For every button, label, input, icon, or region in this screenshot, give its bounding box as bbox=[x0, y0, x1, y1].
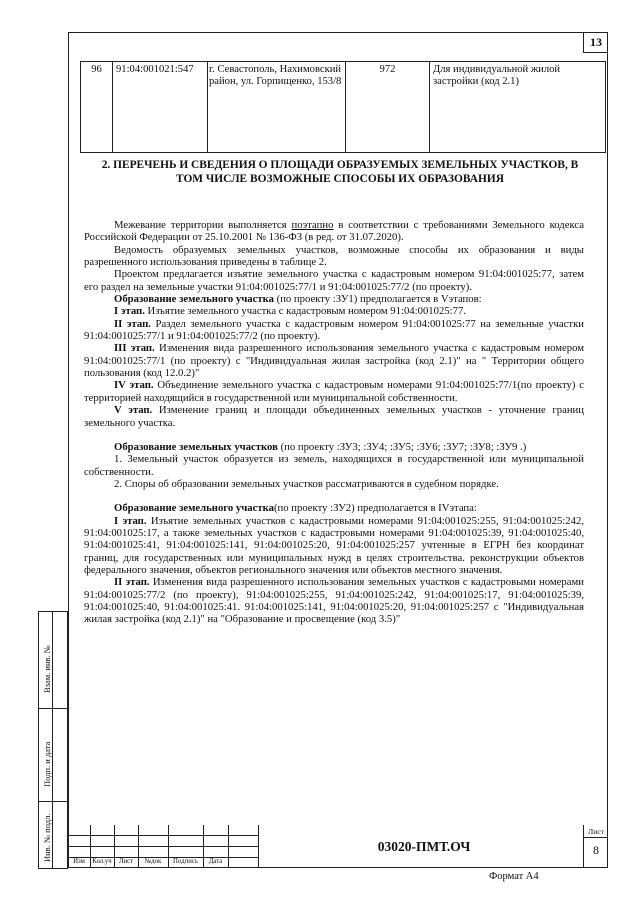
page-number: 13 bbox=[590, 35, 602, 49]
table-row bbox=[81, 62, 606, 153]
list-item: 1. Земельный участок образуется из земель, находящихся в государственной или муниципальной собственности. bbox=[84, 453, 584, 478]
paragraph: Проектом предлагается изъятие земельного участка с кадастровым номером 91:04:001025:77, затем его раздел на земельные участки 91:04:001025:77/1 и 91:04:001025:77/2 (по проекту). bbox=[84, 268, 584, 293]
stage-item: II этап. Изменения вида разрешенного использования земельных участков с кадастровыми номерами 91:04:001025:77/2 (по проекту), 91:04:001025:255, 91:04:001025:242, 91:04:001025:17, 91:04:001025:39, 91:04:001025:40, 91:04:001025:41. 91:04:001025:141, 91:04:001025:20, 91:04:001025:257 с "Индивидуальная жилая застройка (код 2.1)" на "Образование и просвещение (код 3.5)" bbox=[84, 576, 584, 626]
label-vzam: Взам. инв. № bbox=[42, 645, 52, 693]
label-podp: Подп. и дата bbox=[42, 741, 52, 787]
sheet-box bbox=[583, 825, 608, 868]
paragraph: Образование земельных участков (по проекту :ЗУ3; :ЗУ4; :ЗУ5; :ЗУ6; :ЗУ7; :ЗУ8; :ЗУ9 .) bbox=[114, 440, 527, 453]
cell-area: 972 bbox=[346, 62, 430, 153]
paragraph: Ведомость образуемых земельных участков, возможные способы их образования и виды разрешенного использования приведены в таблице 2. bbox=[84, 243, 584, 269]
list-item: 2. Споры об образовании земельных участков рассматриваются в судебном порядке. bbox=[114, 477, 499, 490]
paragraph: Образование земельного участка(по проекту :ЗУ2) предполагается в IVэтапа: bbox=[114, 502, 477, 515]
cadastral-table bbox=[80, 61, 606, 153]
page-number-box bbox=[583, 32, 608, 53]
section-heading: 2. ПЕРЕЧЕНЬ И СВЕДЕНИЯ О ПЛОЩАДИ ОБРАЗУЕМЫХ ЗЕМЕЛЬНЫХ УЧАСТКОВ, В ТОМ ЧИСЛЕ ВОЗМОЖНЫЕ СПОСОБЫ ИХ ОБРАЗОВАНИЯ bbox=[101, 159, 579, 185]
stage-item: II этап. Раздел земельного участка с кадастровым номером 91:04:001025:77 на земельные участки 91:04:001025:77/1 и 91:04:001025:77/2 (по проекту). bbox=[84, 317, 584, 343]
col-ndok: №док bbox=[144, 858, 162, 865]
title-block bbox=[68, 825, 608, 868]
stage-item: III этап. Изменения вида разрешенного использования земельного участка с кадастровым номером 91:04:001025:77/1 (по проекту) с "Индивидуальная жилая застройка (код 2.1)" на " Территории общего пользования (код 12.0.2)" bbox=[84, 342, 584, 380]
col-list: Лист bbox=[118, 858, 134, 865]
col-data: Дата bbox=[208, 858, 223, 865]
stage-item: I этап. Изъятие земельных участков с кадастровыми номерами 91:04:001025:255, 91:04:001025:242, 91:04:001025:17, а также земельных участков с кадастровыми номерами 91:04:001025:39, 91:04:001025:40, 91:04:001025:41, 91:04:001025:141, 91:04:001025:20, 91:04:001025:257 учтенные в ЕГРН без координат границ, для государственных или муниципальных нужд в целях строительства. реконструкции объектов федерального значения, объектов регионального значения или объектов местного значения. bbox=[84, 514, 584, 576]
cell-address: г. Севастополь, Нахимовский район, ул. Горпищенко, 153/8 bbox=[208, 62, 346, 153]
paragraph: Межевание территории выполняется поэтапно в соответствии с требованиями Земельного кодекса Российской Федерации от 25.10.2001 № 136-ФЗ (в ред. от 31.07.2020). bbox=[84, 219, 584, 244]
sheet-number: 8 bbox=[593, 843, 599, 857]
stage-item: V этап. Изменение границ и площади объединенных земельных участков - уточнение границ земельного участка. bbox=[84, 404, 584, 429]
body-text bbox=[84, 219, 584, 626]
col-izm: Изм bbox=[73, 858, 85, 865]
label-inv: Инв. № подл. bbox=[42, 813, 52, 862]
col-podpis: Подпись bbox=[173, 858, 198, 865]
stage-item: IV этап. Объединение земельного участка с кадастровым номерами 91:04:001025:77/1(по проекту) с территорией находящийся в государственной или муниципальной собственности. bbox=[84, 379, 584, 404]
paragraph: Образование земельного участка (по проекту :ЗУ1) предполагается в Vэтапов: bbox=[114, 293, 482, 306]
sheet-label: Лист bbox=[588, 827, 604, 836]
stage-item: I этап. Изъятие земельного участка с кадастровым номером 91:04:001025:77. bbox=[114, 305, 467, 318]
cell-cadastral: 91:04:001021:547 bbox=[113, 62, 208, 153]
revision-grid bbox=[68, 825, 258, 868]
format-label: Формат А4 bbox=[489, 871, 539, 882]
cell-use: Для индивидуальной жилой застройки (код 2.1) bbox=[430, 62, 606, 153]
document-code: 03020-ПМТ.ОЧ bbox=[258, 825, 589, 868]
col-koluch: Кол.уч bbox=[92, 858, 112, 865]
cell-number: 96 bbox=[81, 62, 113, 153]
